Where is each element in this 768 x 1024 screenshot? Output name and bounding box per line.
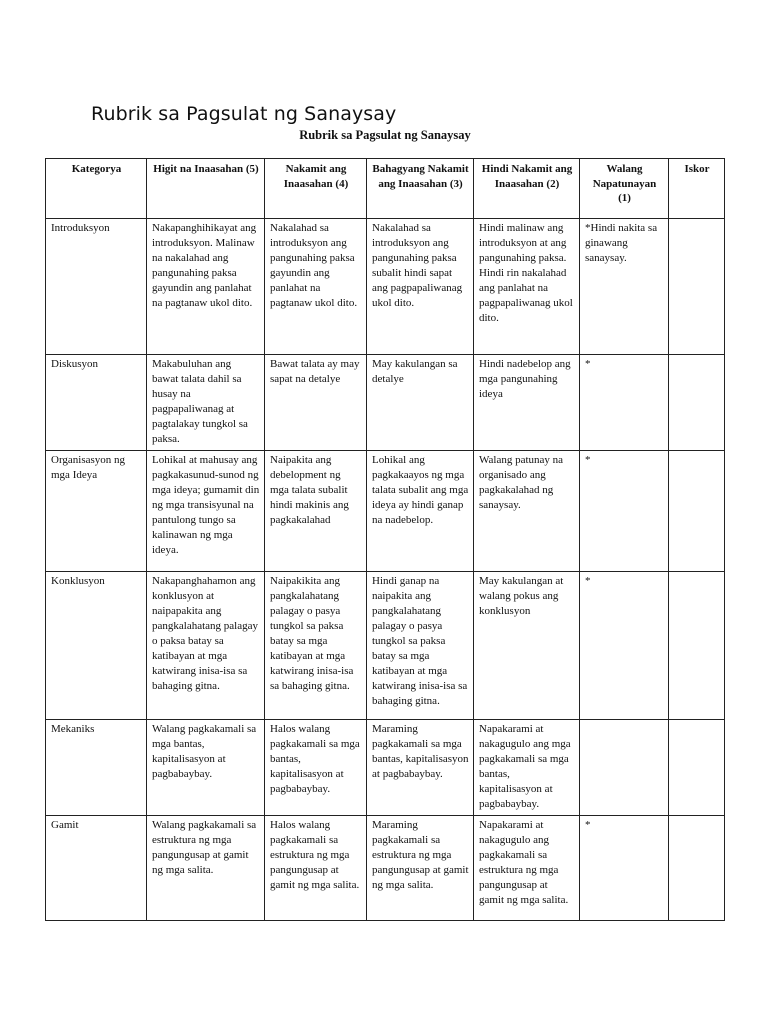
- category-cell: Konklusyon: [46, 572, 147, 720]
- level-2-cell: Napakarami at nakagugulo ang mga pagkakamali sa mga bantas, kapitalisasyon at pagbabaybay.: [474, 720, 580, 816]
- level-4-cell: Halos walang pagkakamali sa estruktura ng mga pangungusap at gamit ng mga salita.: [265, 816, 367, 921]
- level-2-cell: Hindi nadebelop ang mga pangunahing ideya: [474, 355, 580, 451]
- table-row: [46, 572, 725, 720]
- document-title: Rubrik sa Pagsulat ng Sanaysay: [91, 103, 397, 125]
- header-level-4: Nakamit ang Inaasahan (4): [265, 159, 367, 219]
- table-row: [46, 816, 725, 921]
- category-cell: Organisasyon ng mga Ideya: [46, 451, 147, 572]
- level-3-cell: May kakulangan sa detalye: [367, 355, 474, 451]
- score-cell[interactable]: [669, 720, 725, 816]
- level-4-cell: Naipakikita ang pangkalahatang palagay o pasya tungkol sa paksa batay sa mga katibayan at mga katwirang inisa-isa sa bahaging gitna.: [265, 572, 367, 720]
- level-1-cell: *: [580, 572, 669, 720]
- header-kategorya: Kategorya: [46, 159, 147, 219]
- rubric-table: [45, 158, 725, 921]
- level-4-cell: Halos walang pagkakamali sa mga bantas, kapitalisasyon at pagbabaybay.: [265, 720, 367, 816]
- level-3-cell: Maraming pagkakamali sa estruktura ng mga pangungusap at gamit ng mga salita.: [367, 816, 474, 921]
- header-row: [46, 159, 725, 219]
- score-cell[interactable]: [669, 816, 725, 921]
- category-cell: Mekaniks: [46, 720, 147, 816]
- category-cell: Introduksyon: [46, 219, 147, 355]
- level-5-cell: Nakapanghihikayat ang introduksyon. Malinaw na nakalahad ang pangunahing paksa gayundin ang panlahat na pagtanaw ukol dito.: [147, 219, 265, 355]
- header-level-2: Hindi Nakamit ang Inaasahan (2): [474, 159, 580, 219]
- table-caption: [0, 128, 768, 143]
- level-1-cell: [580, 720, 669, 816]
- level-2-cell: Hindi malinaw ang introduksyon at ang pangunahing paksa. Hindi rin nakalahad ang panlahat na pagpapaliwanag ukol dito.: [474, 219, 580, 355]
- score-cell[interactable]: [669, 355, 725, 451]
- level-1-cell: *Hindi nakita sa ginawang sanaysay.: [580, 219, 669, 355]
- header-level-3: Bahagyang Nakamit ang Inaasahan (3): [367, 159, 474, 219]
- level-3-cell: Maraming pagkakamali sa mga bantas, kapitalisasyon at pagbabaybay.: [367, 720, 474, 816]
- table-row: [46, 355, 725, 451]
- category-cell: Gamit: [46, 816, 147, 921]
- level-1-cell: *: [580, 451, 669, 572]
- header-iskor: Iskor: [669, 159, 725, 219]
- level-2-cell: Napakarami at nakagugulo ang pagkakamali sa estruktura ng mga pangungusap at gamit ng mga salita.: [474, 816, 580, 921]
- category-cell: Diskusyon: [46, 355, 147, 451]
- level-1-cell: *: [580, 355, 669, 451]
- level-4-cell: Bawat talata ay may sapat na detalye: [265, 355, 367, 451]
- level-1-cell: *: [580, 816, 669, 921]
- level-4-cell: Naipakita ang debelopment ng mga talata subalit hindi makinis ang pagkakalahad: [265, 451, 367, 572]
- score-cell[interactable]: [669, 572, 725, 720]
- level-5-cell: Walang pagkakamali sa estruktura ng mga pangungusap at gamit ng mga salita.: [147, 816, 265, 921]
- level-3-cell: Lohikal ang pagkakaayos ng mga talata subalit ang mga ideya ay hindi ganap na nadebelop.: [367, 451, 474, 572]
- score-cell[interactable]: [669, 451, 725, 572]
- level-3-cell: Nakalahad sa introduksyon ang pangunahing paksa subalit hindi sapat ang pagpapaliwanag ukol dito.: [367, 219, 474, 355]
- level-3-cell: Hindi ganap na naipakita ang pangkalahatang palagay o pasya tungkol sa paksa batay sa mga katibayan at mga katwirang inisa-isa sa bahaging gitna.: [367, 572, 474, 720]
- level-5-cell: Lohikal at mahusay ang pagkakasunud-sunod ng mga ideya; gumamit din ng mga transisyunal na pantulong tungo sa kalinawan ng mga ideya.: [147, 451, 265, 572]
- level-2-cell: Walang patunay na organisado ang pagkakalahad ng sanaysay.: [474, 451, 580, 572]
- level-4-cell: Nakalahad sa introduksyon ang pangunahing paksa gayundin ang panlahat na pagtanaw ukol dito.: [265, 219, 367, 355]
- level-5-cell: Nakapanghahamon ang konklusyon at naipapakita ang pangkalahatang palagay o paksa batay sa katibayan at mga katwirang inisa-isa sa bahaging gitna.: [147, 572, 265, 720]
- table-caption-text: Rubrik sa Pagsulat ng Sanaysay: [299, 128, 471, 142]
- table-row: [46, 219, 725, 355]
- header-level-1: Walang Napatunayan (1): [580, 159, 669, 219]
- table-row: [46, 720, 725, 816]
- level-5-cell: Walang pagkakamali sa mga bantas, kapitalisasyon at pagbabaybay.: [147, 720, 265, 816]
- table-row: [46, 451, 725, 572]
- level-2-cell: May kakulangan at walang pokus ang konklusyon: [474, 572, 580, 720]
- level-5-cell: Makabuluhan ang bawat talata dahil sa husay na pagpapaliwanag at pagtalakay tungkol sa paksa.: [147, 355, 265, 451]
- header-level-5: Higit na Inaasahan (5): [147, 159, 265, 219]
- score-cell[interactable]: [669, 219, 725, 355]
